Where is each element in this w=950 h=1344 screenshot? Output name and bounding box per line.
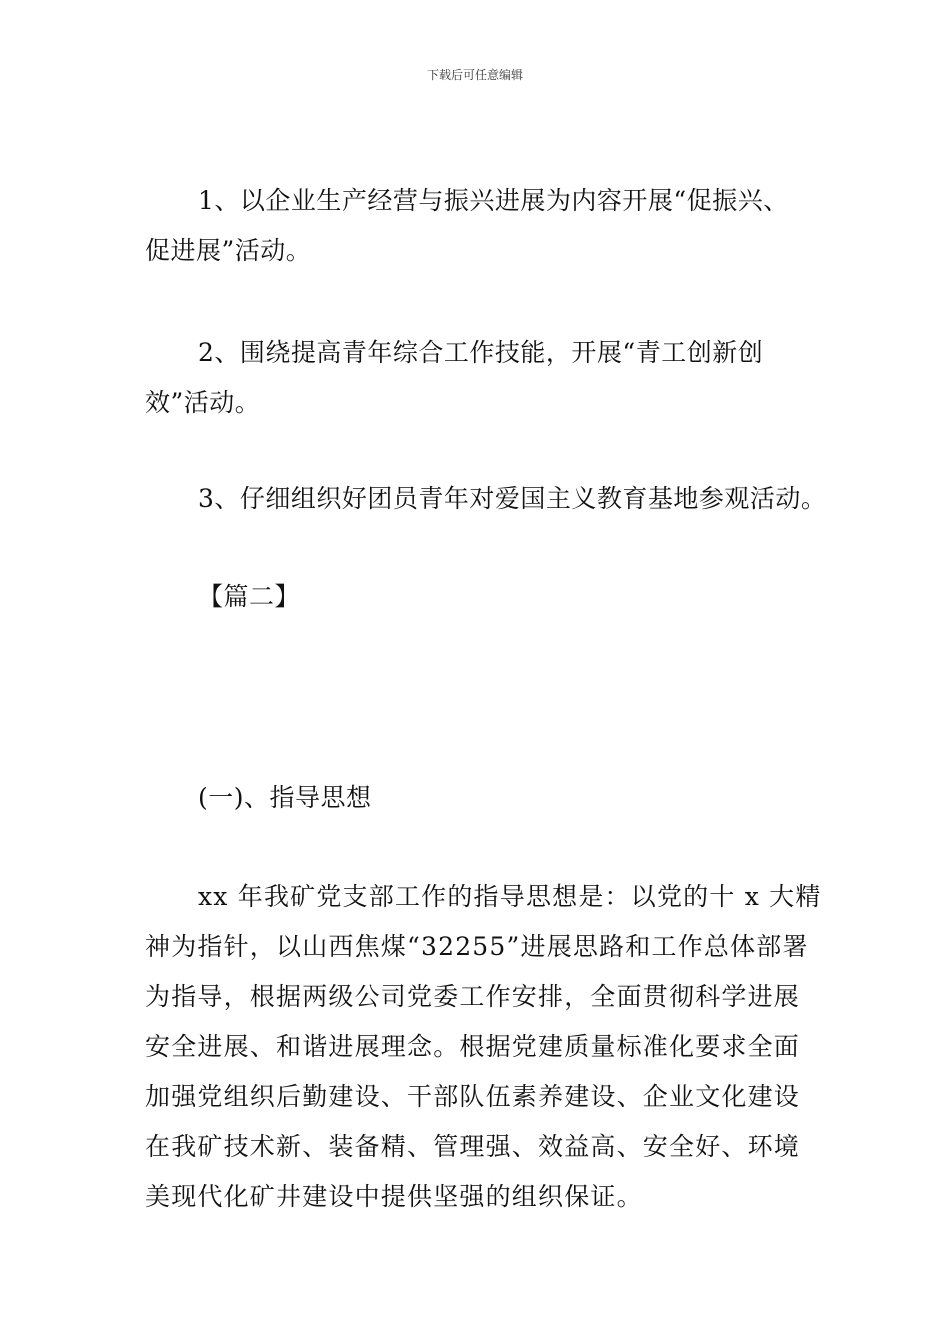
page-header: 下载后可任意编辑 xyxy=(426,68,523,82)
item-3-line-1: 3、仔细组织好团员青年对爱国主义教育基地参观活动。 xyxy=(198,484,827,513)
paragraph-line-5: 加强党组织后勤建设、干部队伍素养建设、企业文化建设 xyxy=(145,1082,801,1111)
subheading: (一)、指导思想 xyxy=(198,783,372,812)
item-1-line-1: 1、以企业生产经营与振兴进展为内容开展“促振兴、 xyxy=(198,186,789,215)
paragraph-line-6: 在我矿技术新、装备精、管理强、效益高、安全好、环境 xyxy=(145,1132,801,1161)
item-2-line-2: 效”活动。 xyxy=(145,388,261,417)
section-title: 【篇二】 xyxy=(198,582,301,611)
paragraph-line-7: 美现代化矿井建设中提供坚强的组织保证。 xyxy=(145,1182,643,1211)
paragraph-line-1: xx 年我矿党支部工作的指导思想是：以党的十 x 大精 xyxy=(198,882,822,911)
paragraph-line-3: 为指导，根据两级公司党委工作安排，全面贯彻科学进展 xyxy=(145,982,801,1011)
item-1-line-2: 促进展”活动。 xyxy=(145,236,312,265)
item-2-line-1: 2、围绕提高青年综合工作技能，开展“青工创新创 xyxy=(198,338,764,367)
paragraph-line-2: 神为指针，以山西焦煤“32255”进展思路和工作总体部署 xyxy=(145,932,809,961)
paragraph-line-4: 安全进展、和谐进展理念。根据党建质量标准化要求全面 xyxy=(145,1032,801,1061)
